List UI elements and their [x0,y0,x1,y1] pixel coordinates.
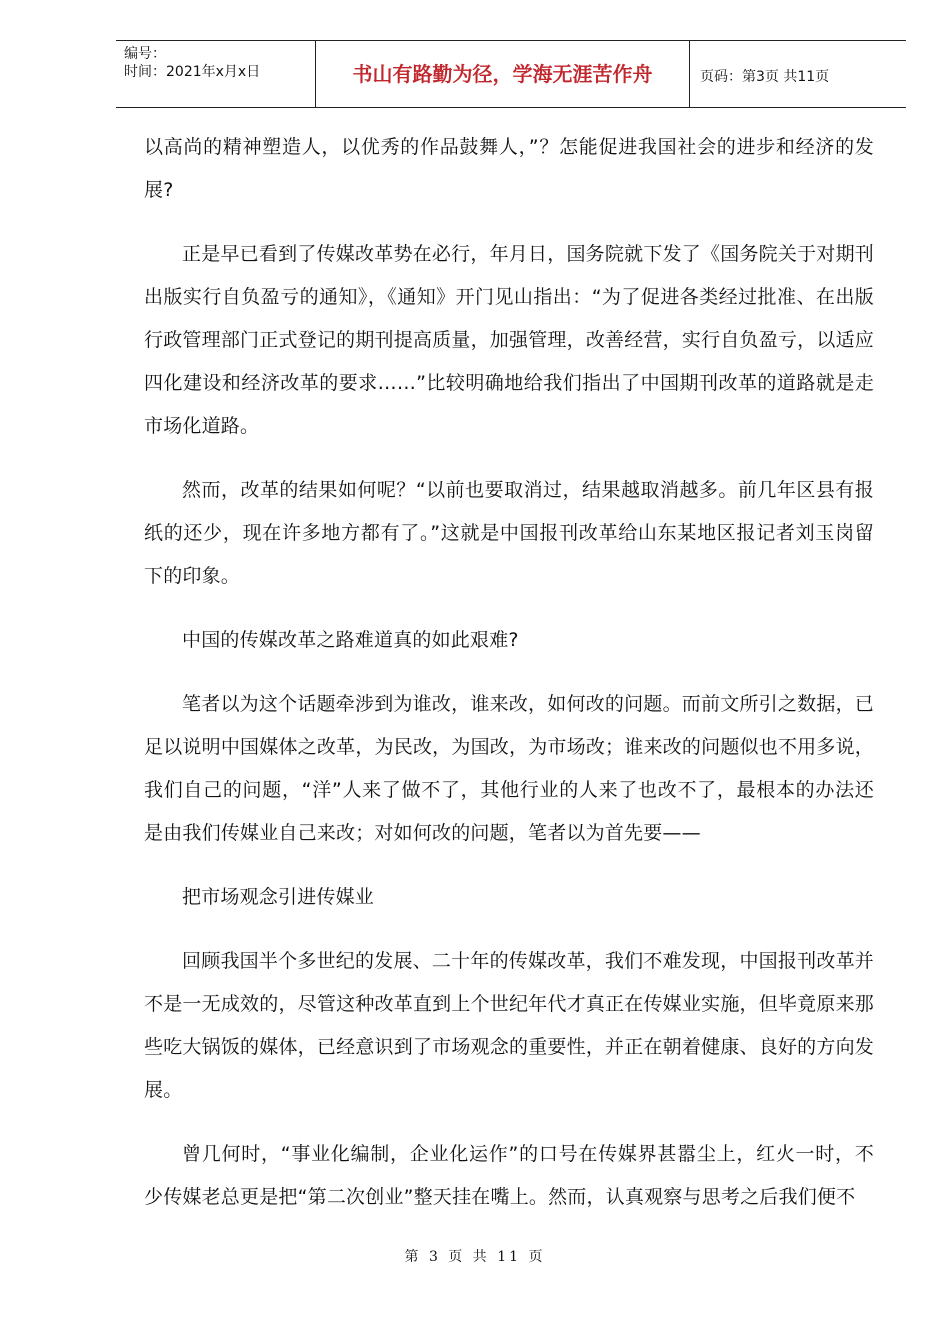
time-label: 时间：2021年x月x日 [124,64,261,80]
header-motto-cell [316,41,690,107]
document-body [144,126,874,1240]
paragraph-1: 以高尚的精神塑造人，以优秀的作品鼓舞人，”？怎能促进我国社会的进步和经济的发展? [144,136,874,201]
header-info-cell [116,41,316,107]
paragraph-7: 回顾我国半个多世纪的发展、二十年的传媒改革，我们不难发现，中国报刊改革并不是一无成效的，尽管这种改革直到上个世纪年代才真正在传媒业实施，但毕竟原来那些吃大锅饭的媒体，已经意识到了市场观念的重要性，并正在朝着健康、良好的方向发展。 [144,950,874,1101]
page-footer: 第 3 页 共 11 页 [404,1249,546,1265]
page-header [116,40,906,108]
paragraph-3: 然而，改革的结果如何呢？“以前也要取消过，结果越取消越多。前几年区县有报纸的还少，现在许多地方都有了。”这就是中国报刊改革给山东某地区报记者刘玉岗留下的印象。 [144,479,874,587]
paragraph-5: 笔者以为这个话题牵涉到为谁改，谁来改，如何改的问题。而前文所引之数据，已足以说明中国媒体之改革，为民改，为国改，为市场改；谁来改的问题似也不用多说，我们自己的问题，“洋”人来了做不了，其他行业的人来了也改不了，最根本的办法还是由我们传媒业自己来改；对如何改的问题，笔者以为首先要—— [144,693,874,844]
header-motto: 书山有路勤为径，学海无涯苦作舟 [352,62,653,86]
section-heading: 把市场观念引进传媒业 [182,886,375,908]
paragraph-2: 正是早已看到了传媒改革势在必行，年月日，国务院就下发了《国务院关于对期刊出版实行自负盈亏的通知》，《通知》开门见山指出：“为了促进各类经过批准、在出版行政管理部门正式登记的期刊提高质量，加强管理，改善经营，实行自负盈亏，以适应四化建设和经济改革的要求……”比较明确地给我们指出了中国期刊改革的道路就是走市场化道路。 [144,243,874,437]
paragraph-8: 曾几何时，“事业化编制，企业化运作”的口号在传媒界甚嚣尘上，红火一时，不少传媒老总更是把“第二次创业”整天挂在嘴上。然而，认真观察与思考之后我们便不 [144,1143,874,1208]
header-page-cell [690,41,906,107]
page-code: 页码：第3页 共11页 [700,69,830,85]
paragraph-4: 中国的传媒改革之路难道真的如此艰难? [182,629,519,651]
number-label: 编号： [124,46,166,62]
